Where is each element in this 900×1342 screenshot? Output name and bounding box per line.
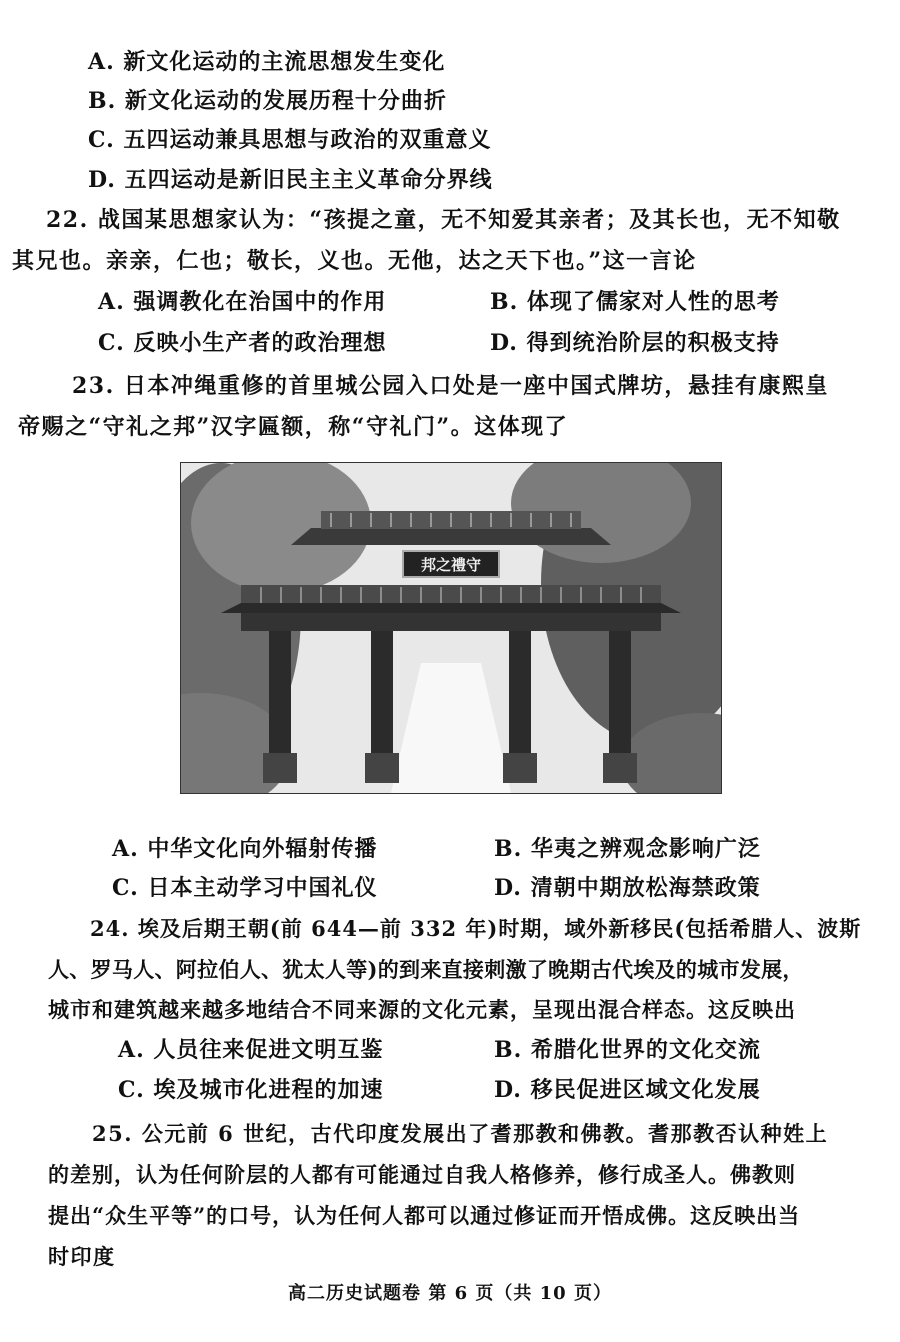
q21-option-a: A. 新文化运动的主流思想发生变化 [88,49,446,75]
q22-option-c: C. 反映小生产者的政治理想 [98,330,387,356]
q24-option-b: B. 希腊化世界的文化交流 [494,1037,761,1063]
q22-option-d: D. 得到统治阶层的积极支持 [490,330,780,356]
q25-stem-line1: 25. 公元前 6 世纪，古代印度发展出了耆那教和佛教。耆那教否认种姓上 [92,1121,829,1146]
q22-option-b: B. 体现了儒家对人性的思考 [490,289,780,315]
q25-stem-line3: 提出“众生平等”的口号，认为任何人都可以通过修证而开悟成佛。这反映出当 [48,1203,801,1228]
q21-option-d: D. 五四运动是新旧民主主义革命分界线 [88,167,493,193]
q24-option-d: D. 移民促进区域文化发展 [494,1077,761,1103]
q22-option-a: A. 强调教化在治国中的作用 [98,289,387,315]
q23-option-b: B. 华夷之辨观念影响广泛 [494,836,761,862]
gate-plaque-text: 邦之禮守 [420,556,482,574]
q22-stem-line1: 22. 战国某思想家认为：“孩提之童，无不知爱其亲者；及其长也，无不知敬 [46,207,841,233]
q23-stem-line2: 帝赐之“守礼之邦”汉字匾额，称“守礼门”。这体现了 [18,414,569,440]
q24-stem-line3: 城市和建筑越来越多地结合不同来源的文化元素，呈现出混合样态。这反映出 [48,997,796,1022]
q24-option-a: A. 人员往来促进文明互鉴 [118,1037,384,1063]
q23-option-a: A. 中华文化向外辐射传播 [112,836,378,862]
q25-stem-line2: 的差别，认为任何阶层的人都有可能通过自我人格修养，修行成圣人。佛教则 [48,1162,796,1187]
shureimon-gate-photo [180,462,722,794]
page-footer: 高二历史试题卷 第 6 页（共 10 页） [288,1283,612,1304]
q21-option-b: B. 新文化运动的发展历程十分曲折 [88,88,447,114]
q25-stem-line4: 时印度 [48,1244,116,1269]
q24-option-c: C. 埃及城市化进程的加速 [118,1077,384,1103]
q23-option-d: D. 清朝中期放松海禁政策 [494,875,761,901]
q23-option-c: C. 日本主动学习中国礼仪 [112,875,378,901]
q24-stem-line2: 人、罗马人、阿拉伯人、犹太人等)的到来直接刺激了晚期古代埃及的城市发展， [48,957,804,982]
q23-stem-line1: 23. 日本冲绳重修的首里城公园入口处是一座中国式牌坊，悬挂有康熙皇 [72,373,829,399]
q22-stem-line2: 其兄也。亲亲，仁也；敬长，义也。无他，达之天下也。”这一言论 [12,248,697,274]
q21-option-c: C. 五四运动兼具思想与政治的双重意义 [88,127,492,153]
q24-stem-line1: 24. 埃及后期王朝(前 644—前 332 年)时期，域外新移民(包括希腊人、波斯 [90,916,862,941]
